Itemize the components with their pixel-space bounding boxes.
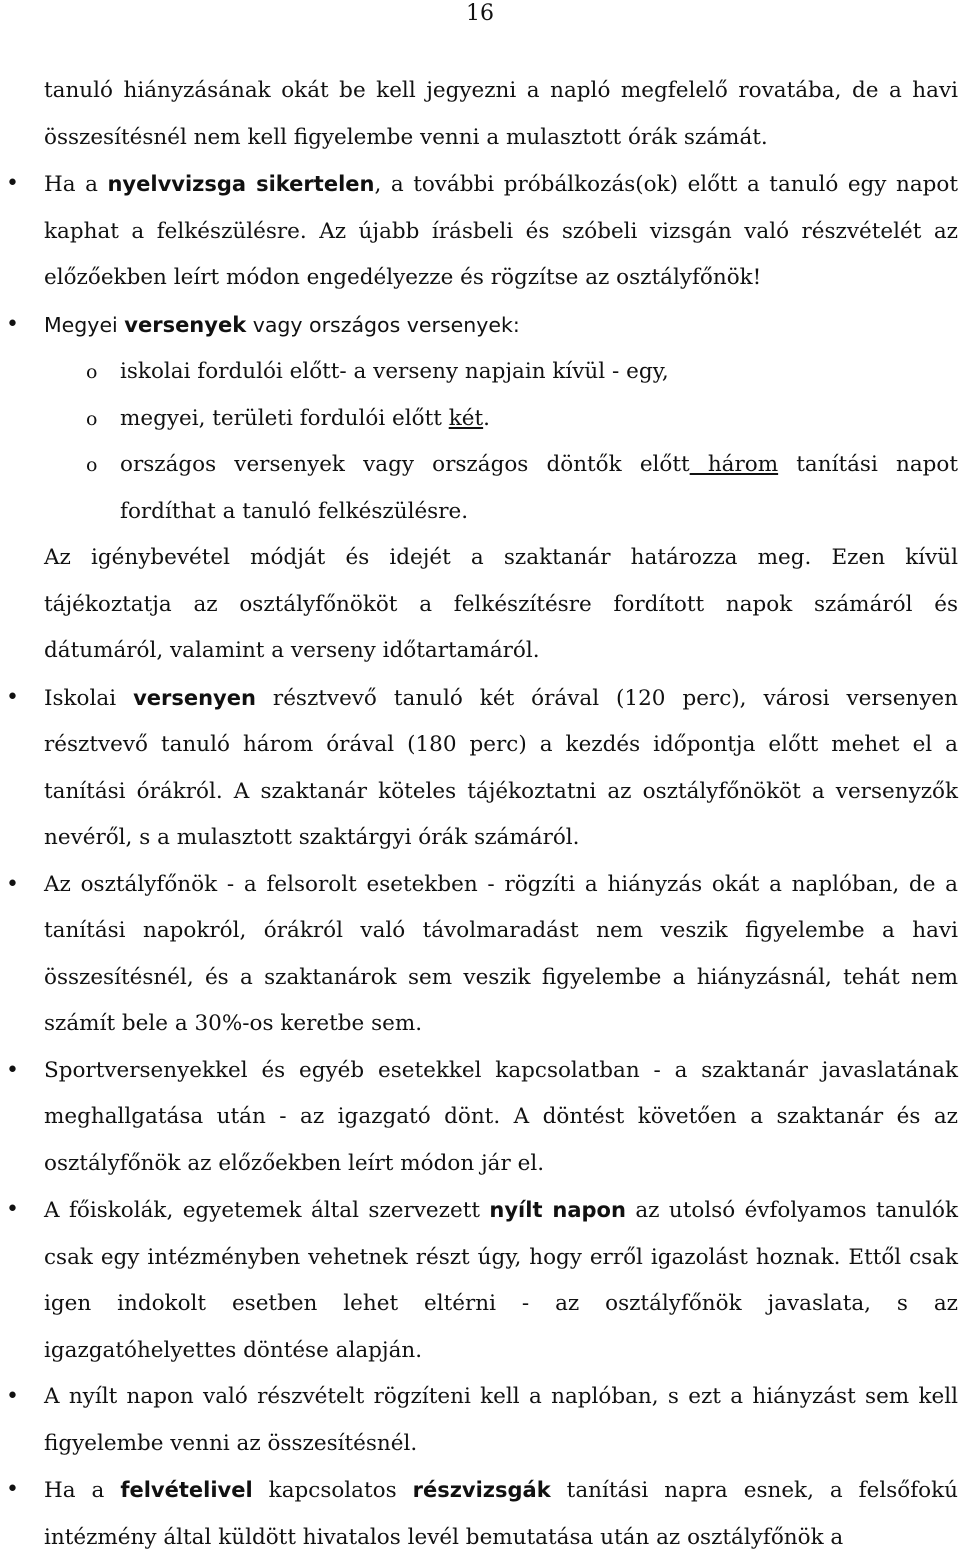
rules-list [44,161,958,1561]
text-segment: Iskolai [44,685,134,711]
sub-item-orszagos [120,442,958,535]
sub-item-iskolai: o iskolai fordulói előtt- a verseny napjain kívül - egy, [120,349,958,396]
text-segment: Ha a [44,1478,121,1503]
text-segment: vagy országos versenyek: [246,312,520,337]
text-segment: Megyei [44,312,125,337]
bold-term: nyílt napon [489,1198,626,1222]
bold-term: nyelvvizsga sikertelen [107,172,375,196]
list-item-nyilt-nap-foiskola [44,1187,958,1374]
text-segment: Ha a [44,172,108,197]
list-item-versenyek [44,302,958,675]
bold-term: versenyen [133,685,256,710]
bold-term: versenyek [124,312,247,337]
sub-list [44,349,958,535]
bold-term: felvételivel [120,1478,253,1502]
document-body [44,68,958,1561]
text-segment: A főiskolák, egyetemek által szervezett [44,1198,490,1223]
text-segment: , a további próbálkozás(ok) előtt a tanuló egy napot kaphat a felkészülésre. Az újabb írásbeli és szóbeli vizsgán való részvételét az előzőekben leírt módon engedélyezze és rögzítse az osztályfőnök! [44,172,959,290]
page-number: 16 [466,1,494,26]
intro-paragraph: tanuló hiányzásának okát be kell jegyezni a napló megfelelő rovatába, de a havi összesítésnél nem kell figyelembe venni a mulasztott órák számát. [44,78,958,150]
text-segment: . [483,405,490,431]
sub-item-megyei [120,396,958,443]
verseny-followup-paragraph: Az igénybevétel módját és idejét a szaktanár határozza meg. Ezen kívül tájékoztatja az osztályfőnököt a felkészítésre fordított napok számáról és dátumáról, valamint a verseny időtartamáról. [44,545,958,663]
list-item-felveteli [44,1467,958,1561]
underlined-term: három [689,452,779,477]
text-segment: tanítási napra esnek, a felsőfokú intézmény által küldött hivatalos levél bemutatása után az osztályfőnök a [44,1478,958,1550]
list-item-osztalyfonok: • Az osztályfőnök - a felsorolt esetekben - rögzíti a hiányzás okát a naplóban, de a tanítási napokról, órákról való távolmaradást nem veszik figyelembe a havi összesítésnél, és a szaktanárok sem veszik figyelembe a hiányzásnál, tehát nem számít bele a 30%-os keretbe sem. [44,862,958,1048]
list-item-nyelvvizsga [44,161,958,302]
list-item-nyilt-nap-naplo: • A nyílt napon való részvételt rögzíteni kell a naplóban, s ezt a hiányzást sem kell figyelembe venni az összesítésnél. [44,1374,958,1467]
text-segment: megyei, területi fordulói előtt [120,405,449,431]
text-segment: résztvevő tanuló két órával (120 perc), városi versenyen résztvevő tanuló három órával (180 perc) a kezdés időpontja előtt mehet el a tanítási órákról. A szaktanár köteles tájékoztatni az osztályfőnököt a versenyzők nevéről, s a mulasztott szaktárgyi órák számáról. [44,685,959,850]
text-segment: országos versenyek vagy országos döntők előtt [120,452,690,477]
bold-term: részvizsgák [412,1478,551,1502]
text-segment: tanítási napot fordíthat a tanuló felkészülésre. [120,452,959,524]
list-item-sportverseny: • Sportversenyekkel és egyéb esetekkel kapcsolatban - a szaktanár javaslatának meghallgatása után - az igazgató dönt. A döntést követően a szaktanár és az osztályfőnök az előzőekben leírt módon jár el. [44,1048,958,1188]
text-segment: kapcsolatos [252,1478,413,1503]
list-item-iskolai-verseny [44,675,958,862]
text-segment: az utolsó évfolyamos tanulók csak egy intézményben vehetnek részt úgy, hogy erről igazolást hoznak. Ettől csak igen indokolt esetben lehet eltérni - az osztályfőnök javaslata, s az igazgatóhelyettes döntése alapján. [44,1198,958,1363]
underlined-term: két [448,405,484,431]
